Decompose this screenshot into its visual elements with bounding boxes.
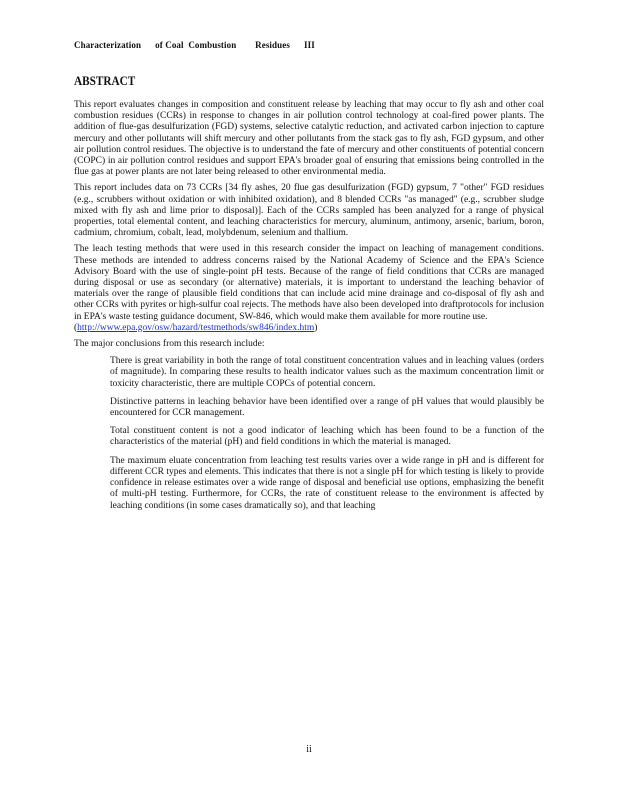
- conclusion-item: Distinctive patterns in leaching behavior have been identified over a range of pH values that would plausibly be encountered for CCR management.: [110, 396, 544, 419]
- abstract-heading: ABSTRACT: [74, 74, 136, 88]
- url-open-paren: (: [74, 322, 78, 333]
- abstract-paragraph-methods: The leach testing methods that were used in this research consider the impact on leaching of management conditions. These methods are intended to address concerns raised by the National Academy of Science and the EPA's Science Advisory Board with the use of single-point pH tests. Because of the range of field conditions that CCRs are managed during disposal or use as secondary (or alternative) materials, it is important to understand the leaching behavior of materials over the range of plausible field conditions that can include acid mine drainage and co-disposal of fly ash and other CCRs with pyrites or high-sulfur coal rejects. The methods have also been developed into draftprotocols for inclusion in EPA's waste testing guidance document, SW-846, which would make them available for more routine use.: [74, 244, 544, 322]
- sw846-link[interactable]: http://www.epa.gov/osw/hazard/testmethods/sw846/index.htm: [77, 322, 315, 333]
- abstract-paragraph-data: This report includes data on 73 CCRs [34 fly ashes, 20 flue gas desulfurization (FGD) gypsum, 7 "other" FGD residues (e.g., scrubbers without oxidation or with inhibited oxidation), and 8 blended CCRs "as managed" (e.g., scrubber sludge mixed with fly ash and lime prior to disposal)]. Each of the CCRs sampled has been analyzed for a range of physical properties, total elemental content, and leaching characteristics for mercury, aluminum, antimony, arsenic, barium, boron, cadmium, chromium, cobalt, lead, molybdenum, selenium and thallium.: [74, 183, 544, 239]
- running-header: Characterization of Coal Combustion Residues III: [74, 40, 315, 50]
- abstract-paragraph-objective: This report evaluates changes in composition and constituent release by leaching that may occur to fly ash and other coal combustion residues (CCRs) in response to changes in air pollution control technology at coal-fired power plants. The addition of flue-gas desulfurization (FGD) systems, selective catalytic reduction, and activated carbon injection to capture mercury and other pollutants will shift mercury and other pollutants from the stack gas to fly ash, FGD gypsum, and other air pollution control residues. The objective is to understand the fate of mercury and other constituents of potential concern (COPC) in air pollution control residues and support EPA's broader goal of ensuring that emissions being controlled in the flue gas at power plants are not later being released to other environmental media.: [74, 100, 544, 178]
- conclusion-item: There is great variability in both the range of total constituent concentration values and in leaching values (orders of magnitude). In comparing these results to health indicator values such as the maximum concentration limit or toxicity characteristic, there are multiple COPCs of potential concern.: [110, 356, 544, 389]
- url-line: [74, 323, 544, 334]
- conclusion-item: The maximum eluate concentration from leaching test results varies over a wide range in pH and is different for different CCR types and elements. This indicates that there is not a single pH for which testing is likely to provide confidence in release estimates over a wide range of disposal and beneficial use options, emphasizing the benefit of multi-pH testing. Furthermore, for CCRs, the rate of constituent release to the environment is affected by leaching conditions (in some cases dramatically so), and that leaching: [110, 455, 544, 511]
- url-close-paren: ): [314, 322, 318, 333]
- conclusion-item: Total constituent content is not a good indicator of leaching which has been found to be a function of the characteristics of the material (pH) and field conditions in which the material is managed.: [110, 426, 544, 448]
- page-number: ii: [306, 744, 312, 755]
- conclusions-intro: The major conclusions from this research include:: [74, 339, 265, 350]
- conclusions-list: [110, 356, 544, 511]
- abstract-body: [74, 100, 544, 519]
